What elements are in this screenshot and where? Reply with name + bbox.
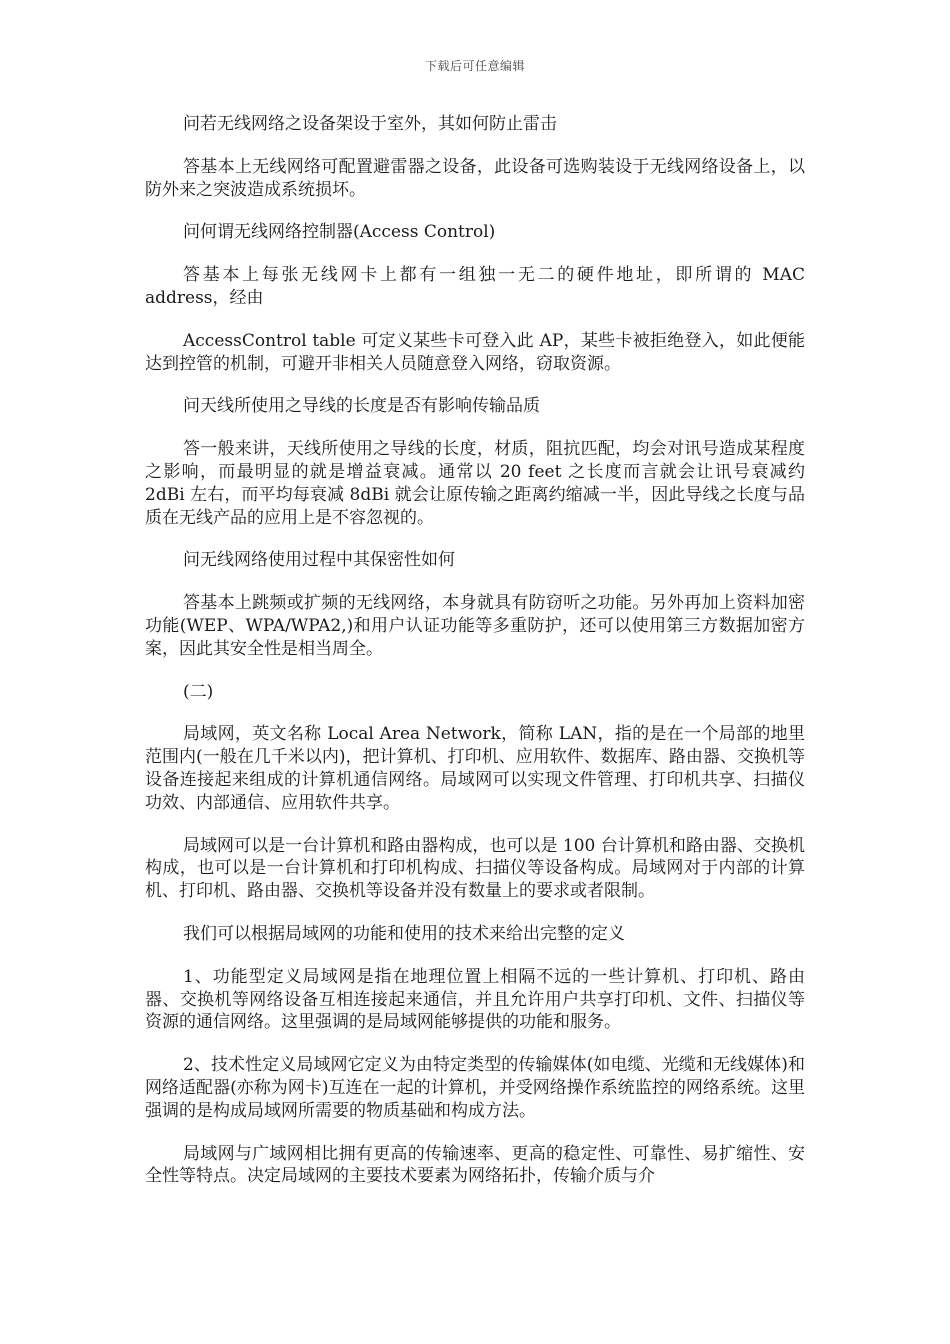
functional-definition-paragraph: 1、功能型定义局域网是指在地理位置上相隔不远的一些计算机、打印机、路由器、交换机等网络设备互相连接起来通信，并且允许用户共享打印机、文件、扫描仪等资源的通信网络。这里强调的是局域网能够提供的功能和服务。 <box>145 966 805 1033</box>
answer-antenna-cable: 答一般来讲，天线所使用之导线的长度，材质，阻抗匹配，均会对讯号造成某程度之影响，而最明显的就是增益衰减。通常以 20 feet 之长度而言就会让讯号衰减约 2dBi 左右，而平均每衰减 8dBi 就会让原传输之距离约缩减一半，因此导线之长度与品质在无线产品的应用上是不容忽视的。 <box>145 439 805 528</box>
question-access-control: 问何谓无线网络控制器(Access Control) <box>183 222 496 243</box>
answer-lightning: 答基本上无线网络可配置避雷器之设备，此设备可选购装设于无线网络设备上，以防外来之突波造成系统损坏。 <box>145 156 805 200</box>
document-body <box>145 113 805 1208</box>
question-lightning: 问若无线网络之设备架设于室外，其如何防止雷击 <box>183 114 557 134</box>
lan-definition-intro: 我们可以根据局域网的功能和使用的技术来给出完整的定义 <box>183 923 625 944</box>
page-header: 下载后可任意编辑 <box>424 59 525 73</box>
question-security: 问无线网络使用过程中其保密性如何 <box>183 550 455 571</box>
section-heading: (二) <box>183 681 214 702</box>
lan-vs-wan-paragraph: 局域网与广域网相比拥有更高的传输速率、更高的稳定性、可靠性、易扩缩性、安全性等特点。决定局域网的主要技术要素为网络拓扑，传输介质与介 <box>145 1143 805 1187</box>
technical-definition-paragraph: 2、技术性定义局域网它定义为由特定类型的传输媒体(如电缆、光缆和无线媒体)和网络适配器(亦称为网卡)互连在一起的计算机，并受网络操作系统监控的网络系统。这里强调的是构成局域网所需要的物质基础和构成方法。 <box>145 1055 805 1121</box>
access-control-table-paragraph: AccessControl table 可定义某些卡可登入此 AP，某些卡被拒绝登入，如此便能达到控管的机制，可避开非相关人员随意登入网络，窃取资源。 <box>145 330 805 374</box>
lan-composition-paragraph: 局域网可以是一台计算机和路由器构成，也可以是 100 台计算机和路由器、交换机构成，也可以是一台计算机和打印机构成、扫描仪等设备构成。局域网对于内部的计算机、打印机、路由器、交换机等设备并没有数量上的要求或者限制。 <box>145 835 805 902</box>
question-antenna-cable: 问天线所使用之导线的长度是否有影响传输品质 <box>183 396 540 417</box>
answer-security: 答基本上跳频或扩频的无线网络，本身就具有防窃听之功能。另外再加上资料加密功能(WEP、WPA/WPA2,)和用户认证功能等多重防护，还可以使用第三方数据加密方案，因此其安全性是相当周全。 <box>145 593 805 659</box>
answer-access-control: 答基本上每张无线网卡上都有一组独一无二的硬件地址，即所谓的 MAC address，经由 <box>145 265 805 308</box>
lan-definition-paragraph: 局域网，英文名称 Local Area Network，简称 LAN，指的是在一个局部的地里范围内(一般在几千米以内)，把计算机、打印机、应用软件、数据库、路由器、交换机等设备连接起来组成的计算机通信网络。局域网可以实现文件管理、打印机共享、扫描仪功效、内部通信、应用软件共享。 <box>145 724 805 813</box>
